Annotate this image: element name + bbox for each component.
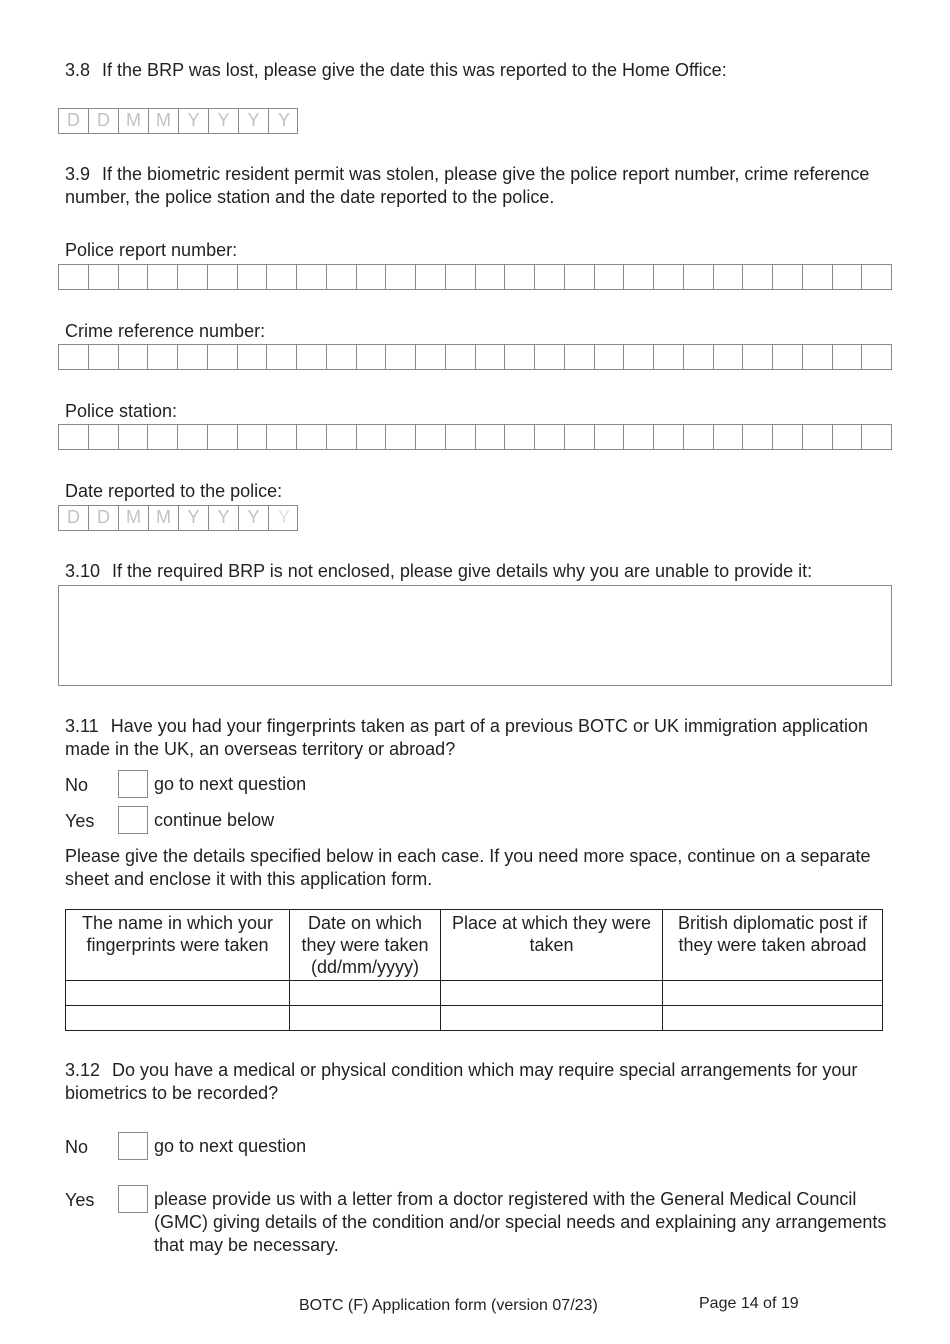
character-cell[interactable] bbox=[654, 345, 684, 369]
option-yes-label: Yes bbox=[65, 811, 95, 831]
character-cell[interactable] bbox=[743, 345, 773, 369]
fingerprints-yes-checkbox[interactable] bbox=[118, 806, 148, 834]
question-text: Do you have a medical or physical condition which may require special arrangements for your biometrics to be recorded? bbox=[65, 1060, 858, 1103]
character-cell[interactable] bbox=[297, 265, 327, 289]
table-cell[interactable] bbox=[290, 1006, 441, 1031]
character-cell[interactable] bbox=[654, 265, 684, 289]
question-3-10 bbox=[65, 560, 895, 583]
character-cell[interactable] bbox=[178, 345, 208, 369]
question-number: 3.10 bbox=[65, 561, 101, 581]
option-yes-label: Yes bbox=[65, 1190, 95, 1210]
character-cell[interactable] bbox=[476, 345, 506, 369]
character-cell[interactable] bbox=[238, 265, 268, 289]
character-cell[interactable] bbox=[208, 345, 238, 369]
date-cell[interactable]: D bbox=[89, 506, 119, 530]
option-no-label: No bbox=[65, 775, 89, 795]
character-cell[interactable] bbox=[148, 345, 178, 369]
character-cell[interactable] bbox=[654, 425, 684, 449]
police-report-number-label: Police report number: bbox=[65, 240, 238, 260]
table-cell[interactable] bbox=[66, 981, 290, 1006]
character-cell[interactable] bbox=[505, 345, 535, 369]
character-cell[interactable] bbox=[416, 345, 446, 369]
character-cell[interactable] bbox=[595, 265, 625, 289]
question-text: If the required BRP is not enclosed, please give details why you are unable to provide it: bbox=[112, 561, 813, 581]
character-cell[interactable] bbox=[535, 345, 565, 369]
character-cell[interactable] bbox=[833, 345, 863, 369]
question-number: 3.8 bbox=[65, 60, 91, 80]
character-cell[interactable] bbox=[178, 425, 208, 449]
police-station-label: Police station: bbox=[65, 401, 178, 421]
character-cell[interactable] bbox=[267, 265, 297, 289]
character-cell[interactable] bbox=[505, 265, 535, 289]
character-cell[interactable] bbox=[446, 425, 476, 449]
character-cell[interactable] bbox=[684, 425, 714, 449]
character-cell[interactable] bbox=[238, 345, 268, 369]
character-cell[interactable] bbox=[446, 345, 476, 369]
character-cell[interactable] bbox=[357, 345, 387, 369]
date-cell[interactable]: Y bbox=[179, 109, 209, 133]
table-cell[interactable] bbox=[441, 981, 663, 1006]
character-cell[interactable] bbox=[505, 425, 535, 449]
table-cell[interactable] bbox=[663, 981, 883, 1006]
character-cell[interactable] bbox=[327, 345, 357, 369]
character-cell[interactable] bbox=[565, 265, 595, 289]
details-instruction: Please give the details specified below in each case. If you need more space, continue on a separate sheet and enclose it with this application form. bbox=[65, 846, 871, 889]
option-no-instruction: go to next question bbox=[154, 774, 307, 794]
character-cell[interactable] bbox=[267, 425, 297, 449]
character-cell[interactable] bbox=[386, 425, 416, 449]
character-cell[interactable] bbox=[148, 425, 178, 449]
character-cell[interactable] bbox=[684, 345, 714, 369]
character-cell[interactable] bbox=[327, 425, 357, 449]
character-cell[interactable] bbox=[862, 345, 891, 369]
character-cell[interactable] bbox=[714, 345, 744, 369]
character-cell[interactable] bbox=[714, 425, 744, 449]
fingerprints-no-checkbox[interactable] bbox=[118, 770, 148, 798]
brp-not-enclosed-details-textarea[interactable] bbox=[58, 585, 892, 686]
character-cell[interactable] bbox=[743, 425, 773, 449]
option-no-instruction: go to next question bbox=[154, 1136, 307, 1156]
character-cell[interactable] bbox=[803, 265, 833, 289]
question-number: 3.9 bbox=[65, 164, 91, 184]
character-cell[interactable] bbox=[535, 425, 565, 449]
character-cell[interactable] bbox=[297, 425, 327, 449]
table-header: Place at which they were taken bbox=[441, 910, 663, 981]
character-cell[interactable] bbox=[416, 425, 446, 449]
date-cell[interactable]: D bbox=[89, 109, 119, 133]
character-cell[interactable] bbox=[773, 345, 803, 369]
table-header: The name in which your fingerprints were taken bbox=[66, 910, 290, 981]
medical-condition-yes-checkbox[interactable] bbox=[118, 1185, 148, 1213]
character-cell[interactable] bbox=[714, 265, 744, 289]
date-cell[interactable]: M bbox=[119, 506, 149, 530]
character-cell[interactable] bbox=[119, 345, 149, 369]
character-cell[interactable] bbox=[624, 345, 654, 369]
character-cell[interactable] bbox=[624, 425, 654, 449]
character-cell[interactable] bbox=[565, 425, 595, 449]
character-cell[interactable] bbox=[476, 425, 506, 449]
character-cell[interactable] bbox=[833, 425, 863, 449]
character-cell[interactable] bbox=[595, 345, 625, 369]
table-cell[interactable] bbox=[66, 1006, 290, 1031]
date-cell[interactable]: Y bbox=[239, 109, 269, 133]
character-cell[interactable] bbox=[119, 265, 149, 289]
date-cell[interactable]: M bbox=[149, 506, 179, 530]
question-3-12 bbox=[65, 1059, 895, 1105]
character-cell[interactable] bbox=[773, 425, 803, 449]
police-report-number-input[interactable] bbox=[58, 264, 892, 290]
question-text: If the biometric resident permit was stolen, please give the police report number, crime reference number, the police station and the date reported to the police. bbox=[65, 164, 870, 207]
character-cell[interactable] bbox=[595, 425, 625, 449]
character-cell[interactable] bbox=[89, 345, 119, 369]
date-cell[interactable]: Y bbox=[239, 506, 269, 530]
character-cell[interactable] bbox=[833, 265, 863, 289]
question-number: 3.11 bbox=[65, 716, 99, 736]
table-header: British diplomatic post if they were taken abroad bbox=[663, 910, 883, 981]
table-row bbox=[66, 1006, 883, 1031]
question-3-8 bbox=[65, 59, 885, 82]
character-cell[interactable] bbox=[743, 265, 773, 289]
character-cell[interactable] bbox=[208, 425, 238, 449]
character-cell[interactable] bbox=[148, 265, 178, 289]
character-cell[interactable] bbox=[119, 425, 149, 449]
table-cell[interactable] bbox=[663, 1006, 883, 1031]
lost-report-date-input[interactable] bbox=[58, 108, 298, 134]
character-cell[interactable] bbox=[684, 265, 714, 289]
character-cell[interactable] bbox=[476, 265, 506, 289]
date-cell[interactable]: M bbox=[149, 109, 179, 133]
question-number: 3.12 bbox=[65, 1060, 101, 1080]
character-cell[interactable] bbox=[178, 265, 208, 289]
character-cell[interactable] bbox=[357, 265, 387, 289]
character-cell[interactable] bbox=[862, 265, 891, 289]
character-cell[interactable] bbox=[238, 425, 268, 449]
police-station-input[interactable] bbox=[58, 424, 892, 450]
character-cell[interactable] bbox=[59, 345, 89, 369]
table-row bbox=[66, 981, 883, 1006]
character-cell[interactable] bbox=[267, 345, 297, 369]
crime-reference-number-input[interactable] bbox=[58, 344, 892, 370]
fingerprints-table bbox=[65, 909, 883, 1031]
question-text: If the BRP was lost, please give the date this was reported to the Home Office: bbox=[102, 60, 727, 80]
character-cell[interactable] bbox=[89, 425, 119, 449]
character-cell[interactable] bbox=[297, 345, 327, 369]
character-cell[interactable] bbox=[624, 265, 654, 289]
character-cell[interactable] bbox=[773, 265, 803, 289]
character-cell[interactable] bbox=[59, 425, 89, 449]
character-cell[interactable] bbox=[327, 265, 357, 289]
character-cell[interactable] bbox=[386, 345, 416, 369]
date-cell[interactable]: Y bbox=[209, 506, 239, 530]
crime-reference-number-label: Crime reference number: bbox=[65, 321, 266, 341]
date-cell[interactable]: D bbox=[59, 109, 89, 133]
question-3-11 bbox=[65, 715, 885, 761]
medical-condition-no-checkbox[interactable] bbox=[118, 1132, 148, 1160]
date-cell[interactable]: Y bbox=[209, 109, 239, 133]
character-cell[interactable] bbox=[862, 425, 891, 449]
character-cell[interactable] bbox=[446, 265, 476, 289]
date-cell[interactable]: M bbox=[119, 109, 149, 133]
character-cell[interactable] bbox=[416, 265, 446, 289]
date-cell[interactable]: Y bbox=[277, 110, 290, 130]
character-cell[interactable] bbox=[803, 425, 833, 449]
table-header: Date on which they were taken (dd/mm/yyyy) bbox=[290, 910, 441, 981]
character-cell[interactable] bbox=[357, 425, 387, 449]
table-cell[interactable] bbox=[441, 1006, 663, 1031]
date-reported-input[interactable] bbox=[58, 505, 298, 531]
question-text: Have you had your fingerprints taken as part of a previous BOTC or UK immigration application made in the UK, an overseas territory or abroad? bbox=[65, 716, 869, 759]
character-cell[interactable] bbox=[386, 265, 416, 289]
date-cell[interactable]: D bbox=[59, 506, 89, 530]
character-cell[interactable] bbox=[565, 345, 595, 369]
character-cell[interactable] bbox=[208, 265, 238, 289]
character-cell[interactable] bbox=[803, 345, 833, 369]
character-cell[interactable] bbox=[59, 265, 89, 289]
character-cell[interactable] bbox=[89, 265, 119, 289]
date-reported-label: Date reported to the police: bbox=[65, 481, 283, 501]
option-no-label: No bbox=[65, 1137, 89, 1157]
footer-page-number: Page 14 of 19 bbox=[699, 1295, 799, 1312]
option-yes-instruction: continue below bbox=[154, 810, 275, 830]
option-yes-instruction: please provide us with a letter from a doctor registered with the General Medical Council (GMC) giving details of the condition and/or special needs and explaining any arrangements that may be necessary. bbox=[154, 1189, 887, 1255]
footer-form-name: BOTC (F) Application form (version 07/23) bbox=[299, 1297, 598, 1314]
question-3-9 bbox=[65, 163, 885, 209]
date-cell[interactable]: Y bbox=[179, 506, 209, 530]
date-cell[interactable]: Y bbox=[277, 507, 290, 527]
table-cell[interactable] bbox=[290, 981, 441, 1006]
character-cell[interactable] bbox=[535, 265, 565, 289]
